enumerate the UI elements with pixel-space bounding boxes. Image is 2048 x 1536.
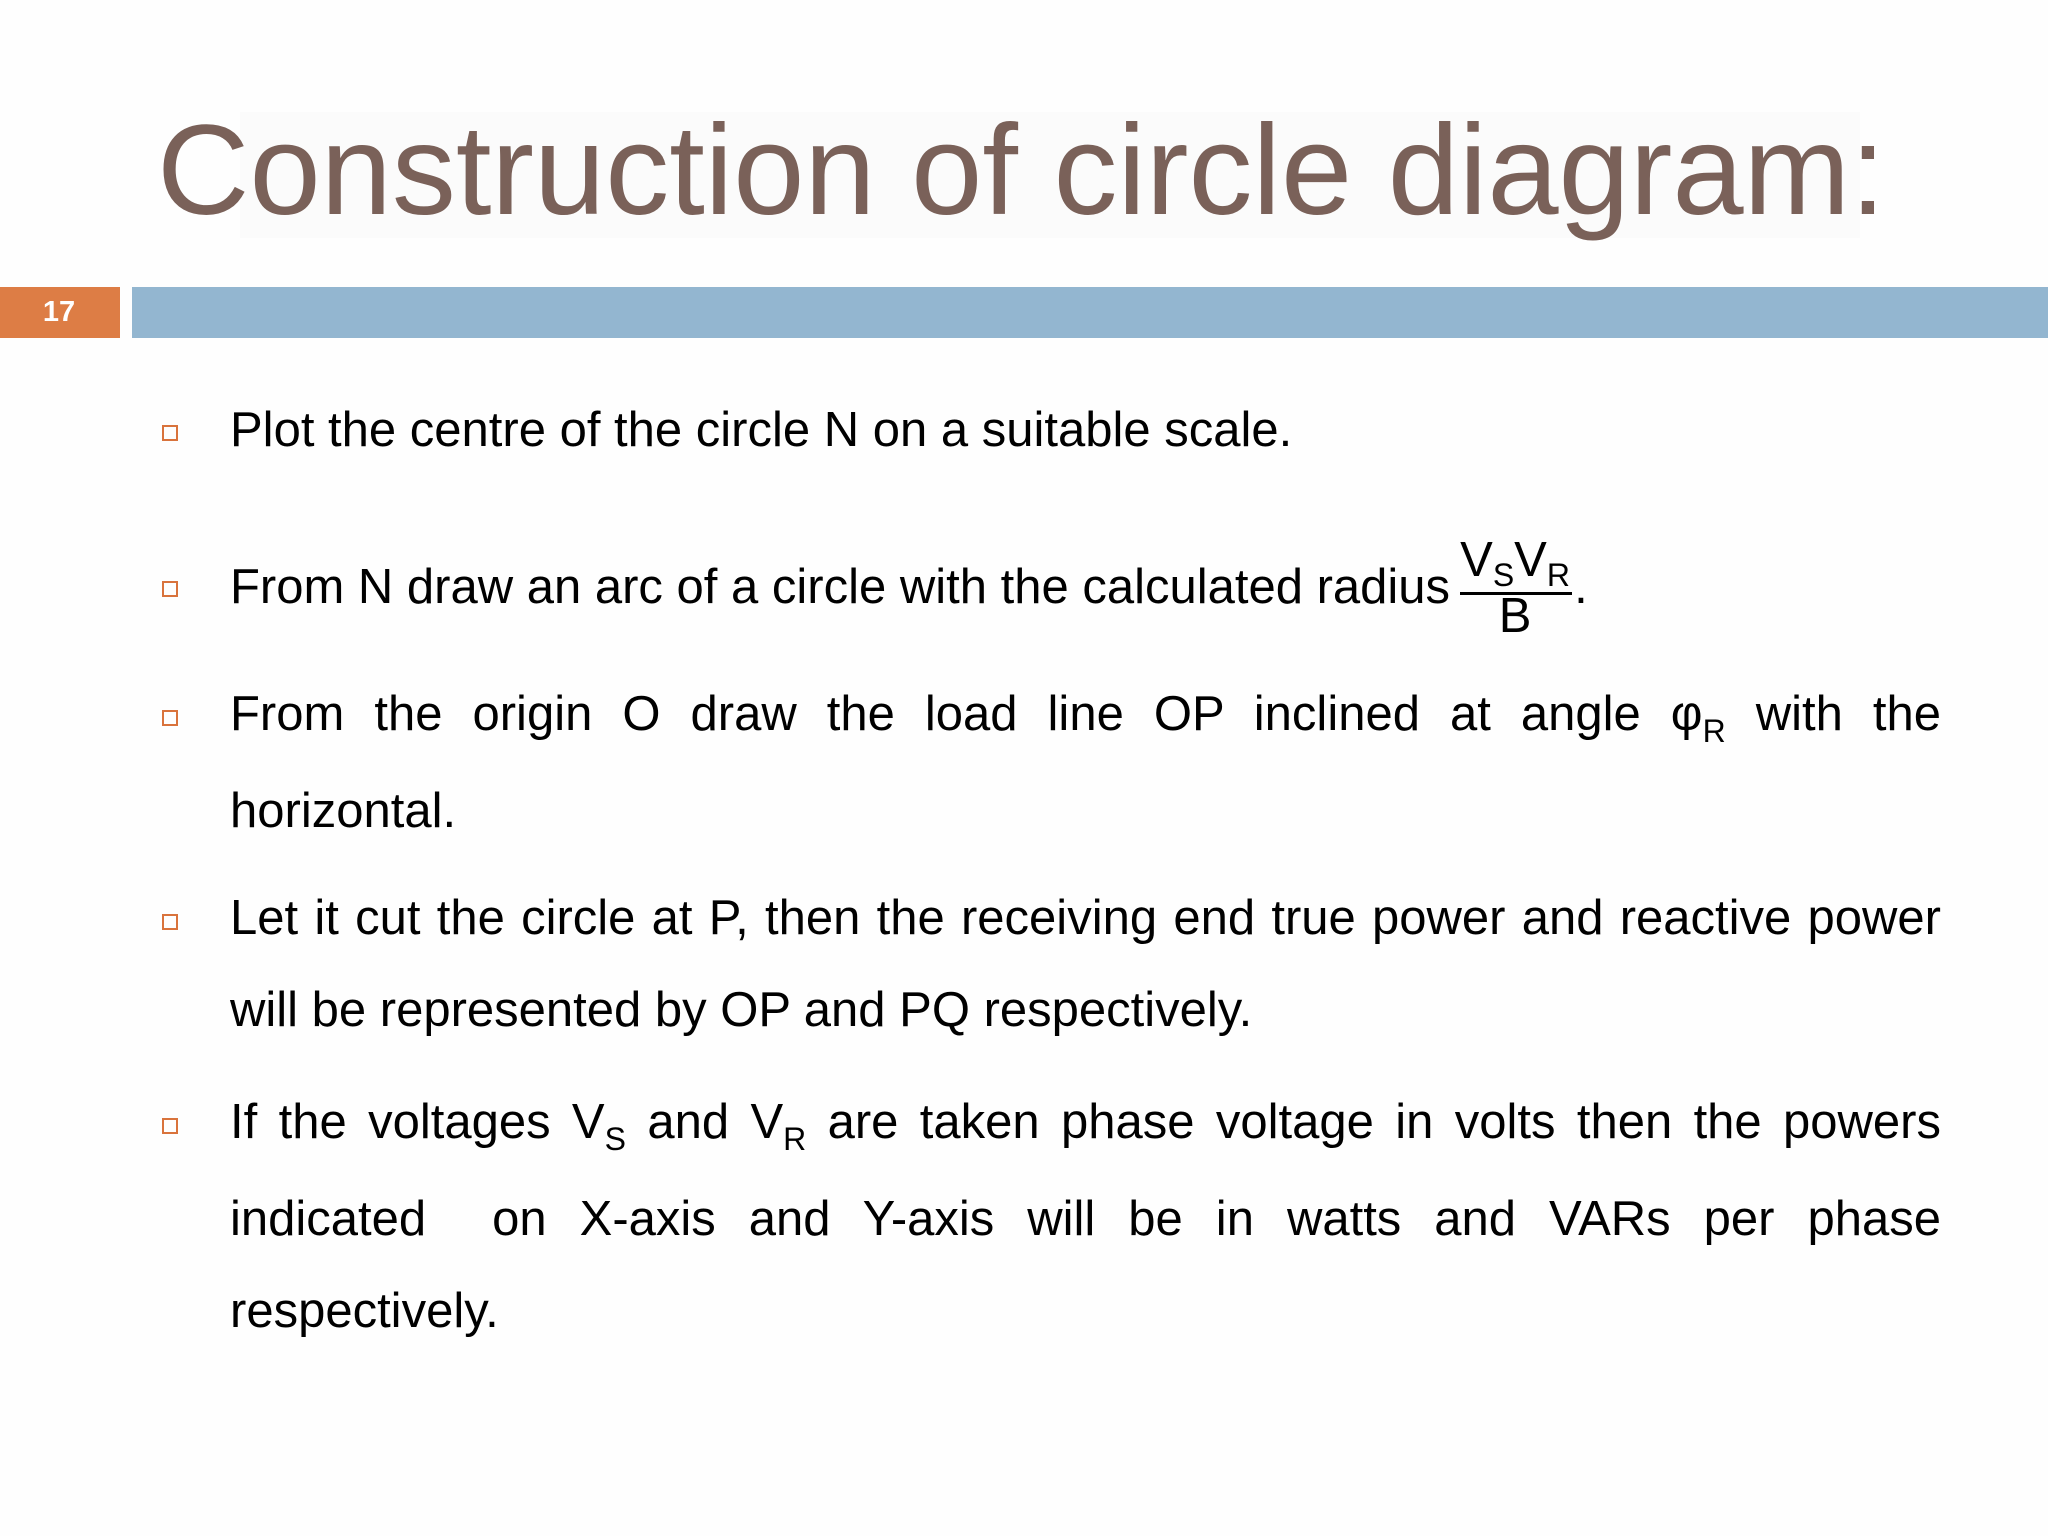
bullet-1-text: Plot the centre of the circle N on a suitable scale. [230,403,1293,457]
bullet-2-period: . [1574,559,1588,614]
square-bullet-icon [162,710,178,726]
bullet-2-text: From N draw an arc of a circle with the calculated radius [230,559,1451,614]
fraction-numerator: $V_SV_R$ [1460,533,1570,593]
bullet-text-5: If the voltages $V_S$ and $V_R$ are taken phase voltage in volts then the powers indicated on X-axis and Y-axis will be in watts and VARs per phase respectively. [230,1095,1955,1338]
radius-fraction [1456,533,1574,643]
square-bullet-icon [162,914,178,930]
bullet-text-2 [230,533,1941,643]
bullet-text-4: Let it cut the circle at P, then the receiving end true power and reactive power will be represented by OP and PQ respectively. [230,891,1941,1037]
header-divider-bar [132,287,2048,338]
square-bullet-icon [162,1118,178,1134]
slide-number: 17 [42,296,76,328]
square-bullet-icon [162,425,178,441]
slide-title: Construction of circle diagram: [157,99,1886,242]
slide-number-badge [0,287,120,338]
square-bullet-icon [162,581,178,597]
bullet-text-3: From the origin O draw the load line OP inclined at angle $\varphi_R$ with the horizontal. [230,687,1941,838]
fraction-denominator: B [1498,589,1532,643]
bullet-text-1 [230,384,1941,476]
